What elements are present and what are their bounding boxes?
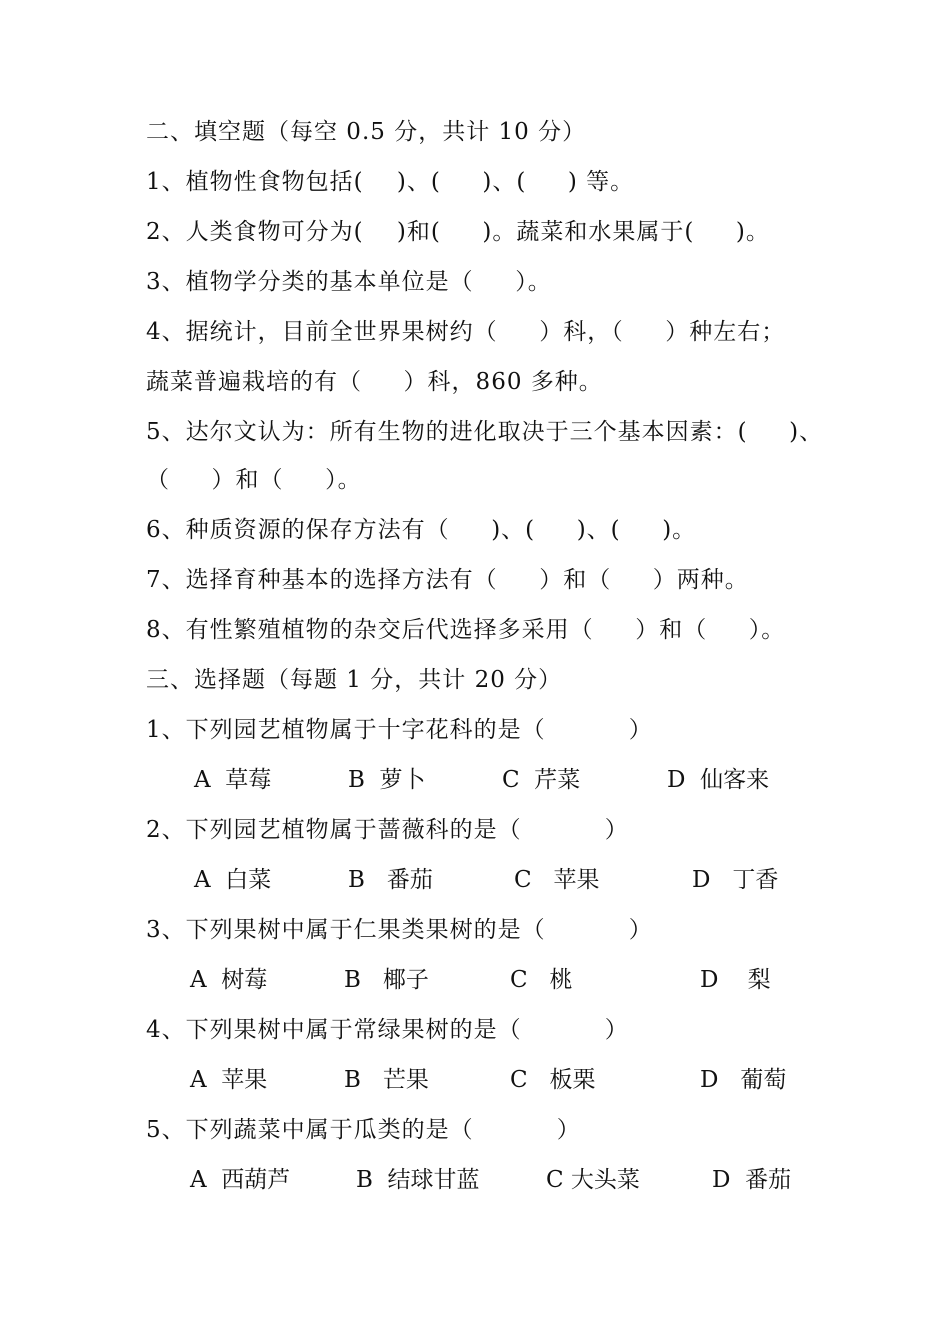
fill-blank-item-5: 5、达尔文认为：所有生物的进化取决于三个基本因素：( )、 <box>146 419 824 445</box>
choice-option-d: D 葡萄 <box>700 1067 787 1093</box>
choice-question-5: 5、下列蔬菜中属于瓜类的是（ ） <box>146 1117 581 1143</box>
choice-option-b: B 番茄 <box>348 867 433 893</box>
choice-option-c: C 桃 <box>510 967 573 993</box>
choice-option-d: D 丁香 <box>692 867 779 893</box>
choice-option-a: A 树莓 <box>190 967 268 993</box>
fill-blank-item-6: 6、种质资源的保存方法有（ )、( )、( )。 <box>146 517 697 543</box>
choice-option-b: B 芒果 <box>344 1067 429 1093</box>
fill-blank-item-1: 1、植物性食物包括( )、( )、( ) 等。 <box>146 169 635 195</box>
choice-option-a: A 苹果 <box>190 1067 268 1093</box>
choice-option-c: C 板栗 <box>510 1067 596 1093</box>
fill-blank-item-3: 3、植物学分类的基本单位是（ ）。 <box>146 269 552 295</box>
choice-question-2: 2、下列园艺植物属于蔷薇科的是（ ） <box>146 817 629 843</box>
choice-option-a: A 西葫芦 <box>190 1167 291 1193</box>
choice-option-b: B 结球甘蓝 <box>356 1167 480 1193</box>
section-2-title: 二、填空题（每空 0.5 分，共计 10 分） <box>146 119 587 145</box>
choice-question-3: 3、下列果树中属于仁果类果树的是（ ） <box>146 917 653 943</box>
fill-blank-item-8: 8、有性繁殖植物的杂交后代选择多采用（ ）和（ ）。 <box>146 617 786 643</box>
fill-blank-item-2: 2、人类食物可分为( )和( )。蔬菜和水果属于( )。 <box>146 219 770 245</box>
choice-option-a: A 白菜 <box>194 867 272 893</box>
fill-blank-item-5-continued: （ ）和（ ）。 <box>146 467 362 493</box>
choice-question-4: 4、下列果树中属于常绿果树的是（ ） <box>146 1017 629 1043</box>
fill-blank-item-4-continued: 蔬菜普遍栽培的有（ ）科，860 多种。 <box>146 369 603 395</box>
choice-option-b: B 萝卜 <box>348 767 426 793</box>
choice-option-d: D 梨 <box>700 967 771 993</box>
choice-option-c: C 苹果 <box>514 867 600 893</box>
fill-blank-item-7: 7、选择育种基本的选择方法有（ ）和（ ）两种。 <box>146 567 749 593</box>
choice-option-d: D 番茄 <box>712 1167 792 1193</box>
choice-option-c: C 大头菜 <box>546 1167 640 1193</box>
choice-question-1: 1、下列园艺植物属于十字花科的是（ ） <box>146 717 653 743</box>
section-3-title: 三、选择题（每题 1 分，共计 20 分） <box>146 667 563 693</box>
fill-blank-item-4: 4、据统计，目前全世界果树约（ ）科，（ ）种左右； <box>146 319 786 345</box>
choice-option-c: C 芹菜 <box>502 767 581 793</box>
choice-option-b: B 椰子 <box>344 967 429 993</box>
choice-option-d: D 仙客来 <box>667 767 770 793</box>
choice-option-a: A 草莓 <box>194 767 272 793</box>
